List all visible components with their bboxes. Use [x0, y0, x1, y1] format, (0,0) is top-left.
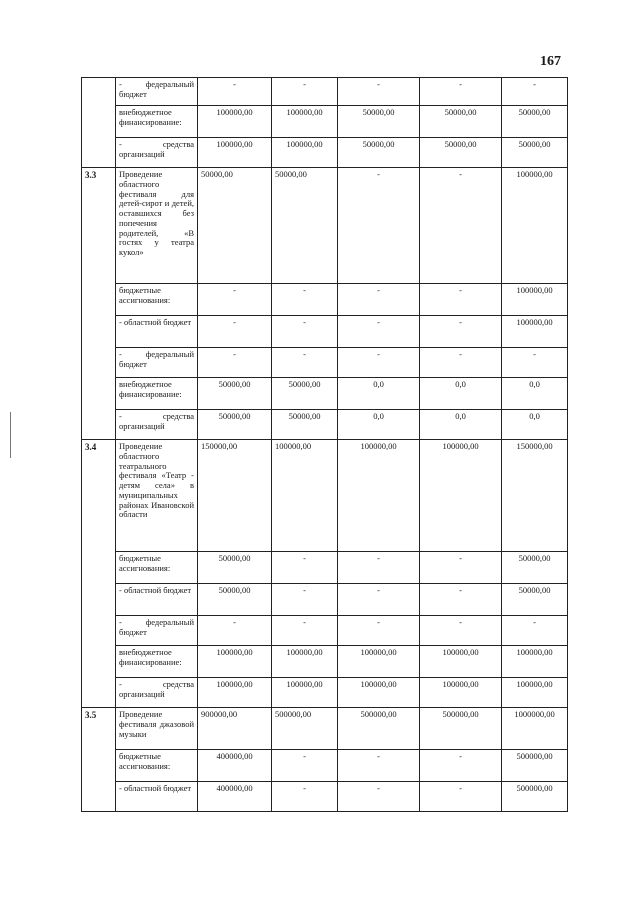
- value-cell-year-2: -: [272, 782, 338, 812]
- value-cell-year-3: -: [338, 348, 420, 378]
- value-cell-year-3: -: [338, 782, 420, 812]
- description-cell: Проведение областного фестиваля для детей-сирот и детей, оставшихся без попечения родителей, «В гостях у театра кукол»: [116, 168, 198, 284]
- value-cell-year-3: -: [338, 284, 420, 316]
- table-row: [82, 616, 568, 646]
- value-cell-year-5: 100000,00: [502, 646, 568, 678]
- value-cell-year-3: -: [338, 552, 420, 584]
- value-cell-year-4: -: [420, 584, 502, 616]
- value-cell-year-5: 0,0: [502, 410, 568, 440]
- value-cell-year-1: 400000,00: [198, 750, 272, 782]
- value-cell-year-2: 50000,00: [272, 168, 338, 284]
- table-row: [82, 678, 568, 708]
- value-cell-year-5: 100000,00: [502, 284, 568, 316]
- value-cell-year-3: -: [338, 750, 420, 782]
- value-cell-year-3: -: [338, 316, 420, 348]
- value-cell-year-2: 50000,00: [272, 410, 338, 440]
- value-cell-year-5: 150000,00: [502, 440, 568, 552]
- value-cell-year-2: -: [272, 78, 338, 106]
- value-cell-year-3: 500000,00: [338, 708, 420, 750]
- value-cell-year-4: -: [420, 78, 502, 106]
- budget-table: [81, 77, 568, 812]
- table-row: [82, 348, 568, 378]
- value-cell-year-2: 500000,00: [272, 708, 338, 750]
- value-cell-year-5: 500000,00: [502, 782, 568, 812]
- value-cell-year-4: -: [420, 782, 502, 812]
- budget-table-body: [82, 78, 568, 812]
- description-cell: бюджетные ассигнования:: [116, 750, 198, 782]
- item-number-cell: 3.5: [82, 708, 116, 812]
- value-cell-year-4: -: [420, 168, 502, 284]
- value-cell-year-3: 100000,00: [338, 646, 420, 678]
- table-row: [82, 138, 568, 168]
- table-row: [82, 410, 568, 440]
- value-cell-year-5: 50000,00: [502, 106, 568, 138]
- value-cell-year-5: -: [502, 348, 568, 378]
- value-cell-year-4: 100000,00: [420, 678, 502, 708]
- description-cell: - областной бюджет: [116, 782, 198, 812]
- description-cell: - областной бюджет: [116, 584, 198, 616]
- value-cell-year-2: 100000,00: [272, 138, 338, 168]
- value-cell-year-5: 50000,00: [502, 584, 568, 616]
- table-row: [82, 78, 568, 106]
- value-cell-year-4: -: [420, 284, 502, 316]
- value-cell-year-2: 100000,00: [272, 440, 338, 552]
- value-cell-year-1: -: [198, 78, 272, 106]
- value-cell-year-3: 100000,00: [338, 678, 420, 708]
- value-cell-year-4: 500000,00: [420, 708, 502, 750]
- value-cell-year-5: 50000,00: [502, 552, 568, 584]
- value-cell-year-3: -: [338, 168, 420, 284]
- value-cell-year-4: -: [420, 750, 502, 782]
- value-cell-year-1: -: [198, 316, 272, 348]
- value-cell-year-3: -: [338, 616, 420, 646]
- value-cell-year-4: -: [420, 348, 502, 378]
- value-cell-year-5: 1000000,00: [502, 708, 568, 750]
- description-cell: - федеральный бюджет: [116, 616, 198, 646]
- table-row: [82, 708, 568, 750]
- value-cell-year-5: 500000,00: [502, 750, 568, 782]
- value-cell-year-5: -: [502, 616, 568, 646]
- scan-artifact-line: [10, 412, 11, 458]
- value-cell-year-1: 900000,00: [198, 708, 272, 750]
- value-cell-year-4: 0,0: [420, 378, 502, 410]
- value-cell-year-2: -: [272, 584, 338, 616]
- value-cell-year-4: -: [420, 552, 502, 584]
- value-cell-year-5: -: [502, 78, 568, 106]
- description-cell: - средства организаций: [116, 138, 198, 168]
- table-row: [82, 440, 568, 552]
- description-cell: внебюджетное финансирование:: [116, 646, 198, 678]
- description-cell: Проведение фестиваля джазовой музыки: [116, 708, 198, 750]
- table-row: [82, 552, 568, 584]
- value-cell-year-3: 50000,00: [338, 106, 420, 138]
- page-number: 167: [540, 54, 561, 69]
- value-cell-year-1: 50000,00: [198, 168, 272, 284]
- value-cell-year-1: -: [198, 616, 272, 646]
- value-cell-year-2: 50000,00: [272, 378, 338, 410]
- value-cell-year-2: 100000,00: [272, 106, 338, 138]
- value-cell-year-3: -: [338, 584, 420, 616]
- value-cell-year-5: 50000,00: [502, 138, 568, 168]
- table-row: [82, 168, 568, 284]
- value-cell-year-1: 100000,00: [198, 646, 272, 678]
- value-cell-year-2: -: [272, 616, 338, 646]
- value-cell-year-4: 100000,00: [420, 440, 502, 552]
- value-cell-year-1: -: [198, 348, 272, 378]
- value-cell-year-2: 100000,00: [272, 678, 338, 708]
- table-row: [82, 284, 568, 316]
- value-cell-year-1: 50000,00: [198, 584, 272, 616]
- value-cell-year-3: 0,0: [338, 378, 420, 410]
- value-cell-year-1: 100000,00: [198, 106, 272, 138]
- value-cell-year-3: 50000,00: [338, 138, 420, 168]
- item-number-cell: [82, 78, 116, 168]
- value-cell-year-5: 0,0: [502, 378, 568, 410]
- value-cell-year-3: 100000,00: [338, 440, 420, 552]
- description-cell: бюджетные ассигнования:: [116, 284, 198, 316]
- value-cell-year-1: 50000,00: [198, 552, 272, 584]
- table-row: [82, 378, 568, 410]
- value-cell-year-1: 100000,00: [198, 138, 272, 168]
- value-cell-year-5: 100000,00: [502, 168, 568, 284]
- value-cell-year-1: 150000,00: [198, 440, 272, 552]
- description-cell: внебюджетное финансирование:: [116, 378, 198, 410]
- value-cell-year-4: 100000,00: [420, 646, 502, 678]
- item-number-cell: 3.4: [82, 440, 116, 708]
- table-row: [82, 782, 568, 812]
- value-cell-year-4: -: [420, 616, 502, 646]
- value-cell-year-1: 100000,00: [198, 678, 272, 708]
- table-row: [82, 316, 568, 348]
- description-cell: Проведение областного театрального фестиваля «Театр - детям села» в муниципальных районах Ивановской области: [116, 440, 198, 552]
- value-cell-year-1: 50000,00: [198, 410, 272, 440]
- value-cell-year-1: 400000,00: [198, 782, 272, 812]
- table-row: [82, 584, 568, 616]
- table-row: [82, 750, 568, 782]
- value-cell-year-2: -: [272, 348, 338, 378]
- description-cell: внебюджетное финансирование:: [116, 106, 198, 138]
- value-cell-year-3: 0,0: [338, 410, 420, 440]
- description-cell: - средства организаций: [116, 410, 198, 440]
- value-cell-year-2: -: [272, 284, 338, 316]
- description-cell: - средства организаций: [116, 678, 198, 708]
- description-cell: - областной бюджет: [116, 316, 198, 348]
- description-cell: - федеральный бюджет: [116, 348, 198, 378]
- value-cell-year-2: -: [272, 316, 338, 348]
- value-cell-year-4: -: [420, 316, 502, 348]
- value-cell-year-1: 50000,00: [198, 378, 272, 410]
- value-cell-year-2: -: [272, 750, 338, 782]
- value-cell-year-5: 100000,00: [502, 678, 568, 708]
- value-cell-year-4: 0,0: [420, 410, 502, 440]
- value-cell-year-3: -: [338, 78, 420, 106]
- value-cell-year-2: -: [272, 552, 338, 584]
- value-cell-year-1: -: [198, 284, 272, 316]
- description-cell: - федеральный бюджет: [116, 78, 198, 106]
- value-cell-year-4: 50000,00: [420, 106, 502, 138]
- item-number-cell: 3.3: [82, 168, 116, 440]
- value-cell-year-5: 100000,00: [502, 316, 568, 348]
- table-row: [82, 106, 568, 138]
- value-cell-year-4: 50000,00: [420, 138, 502, 168]
- table-row: [82, 646, 568, 678]
- description-cell: бюджетные ассигнования:: [116, 552, 198, 584]
- value-cell-year-2: 100000,00: [272, 646, 338, 678]
